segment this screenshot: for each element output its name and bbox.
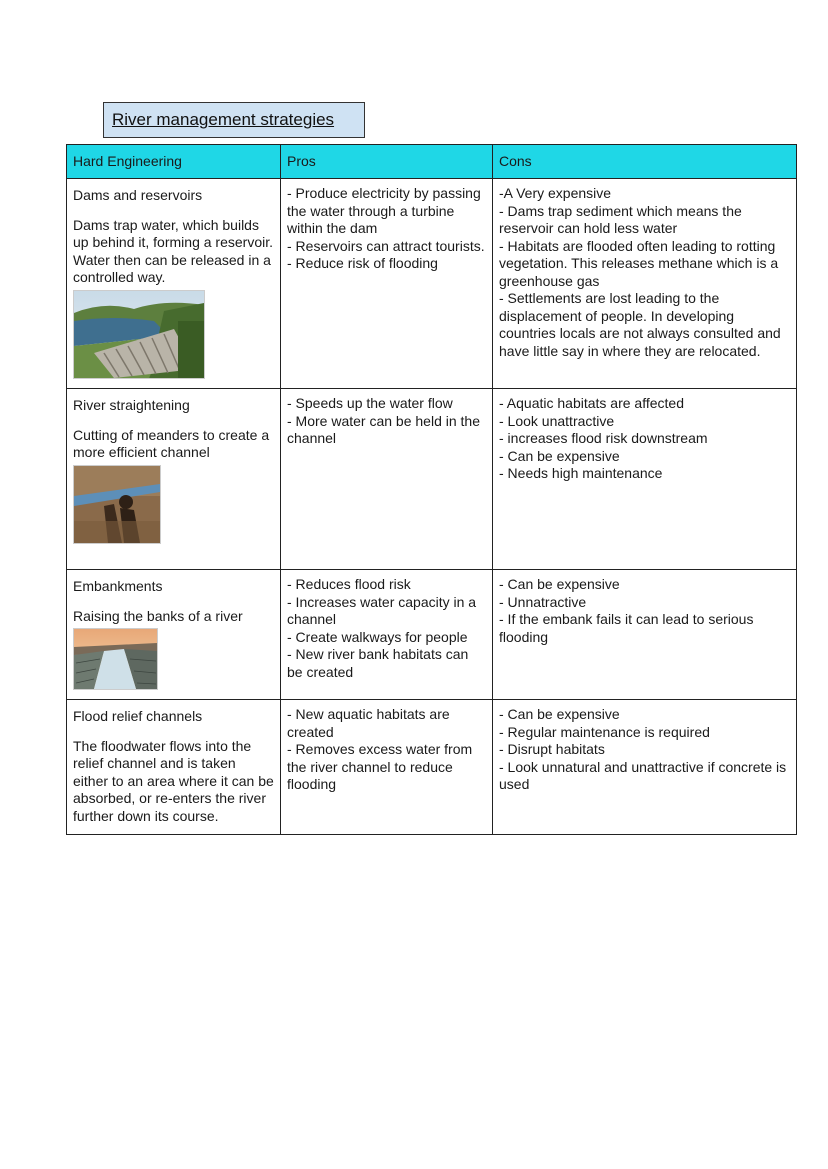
pro-item: - Increases water capacity in a channel (287, 593, 477, 627)
strategy-cell (67, 389, 281, 570)
table-row (67, 179, 797, 389)
con-item: - Settlements are lost leading to the displacement of people. In developing countries locals are not always consulted and have little say in where they are relocated. (499, 290, 781, 359)
pros-cell (281, 570, 493, 700)
cons-cell (493, 179, 797, 389)
strategy-description: Dams trap water, which builds up behind it, forming a reservoir. Water then can be released in a controlled way. (73, 216, 273, 285)
strategy-cell (67, 179, 281, 389)
strategy-description: The floodwater flows into the relief channel and is taken either to an area where it can be absorbed, or re-enters the river further down its course. (73, 737, 274, 824)
pros-cell (281, 389, 493, 570)
pro-item: - Removes excess water from the river channel to reduce flooding (287, 741, 473, 792)
table-header-row (67, 145, 797, 179)
strategy-name: Embankments (73, 578, 163, 594)
pro-item: - Produce electricity by passing the water through a turbine within the dam (287, 185, 481, 236)
pros-cell (281, 179, 493, 389)
pro-item: - New river bank habitats can be created (287, 646, 469, 680)
page-title: River management strategies (112, 110, 335, 129)
embankment-photo (73, 628, 158, 690)
strategy-description: Raising the banks of a river (73, 607, 243, 624)
con-item: - Needs high maintenance (499, 465, 663, 481)
con-item: - Look unattractive (499, 412, 615, 429)
pro-item: - Create walkways for people (287, 628, 468, 645)
header-hard-engineering: Hard Engineering (67, 145, 281, 179)
con-item: - Regular maintenance is required (499, 723, 710, 740)
con-item: - Disrupt habitats (499, 741, 605, 757)
pro-item: - Reduces flood risk (287, 576, 411, 592)
header-pros: Pros (281, 145, 493, 179)
con-item: -A Very expensive (499, 185, 612, 201)
table-row (67, 700, 797, 835)
pro-item: - Reduce risk of flooding (287, 255, 438, 271)
header-cons: Cons (493, 145, 797, 179)
con-item: - Can be expensive (499, 576, 620, 592)
pro-item: - New aquatic habitats are created (287, 706, 450, 740)
con-item: - Aquatic habitats are affected (499, 395, 684, 411)
dam-photo (73, 290, 205, 379)
strategy-description: Cutting of meanders to create a more efficient channel (73, 426, 270, 460)
strategies-table (66, 144, 797, 835)
con-item: - Dams trap sediment which means the reservoir can hold less water (499, 202, 742, 236)
strategy-name: Flood relief channels (73, 708, 203, 724)
con-item: - Habitats are flooded often leading to rotting vegetation. This releases methane which is a greenhouse gas (499, 237, 779, 289)
pro-item: - Reservoirs can attract tourists. (287, 237, 485, 254)
straightened-river-photo (73, 465, 161, 544)
con-item: - Unnatractive (499, 593, 587, 610)
cons-cell (493, 700, 797, 835)
strategy-name: River straightening (73, 397, 190, 413)
con-item: - Look unnatural and unattractive if concrete is used (499, 758, 787, 792)
con-item: - If the embank fails it can lead to serious flooding (499, 611, 754, 645)
con-item: - increases flood risk downstream (499, 430, 708, 446)
pros-cell (281, 700, 493, 835)
cons-cell (493, 570, 797, 700)
pro-item: - More water can be held in the channel (287, 412, 480, 446)
pro-item: - Speeds up the water flow (287, 395, 453, 411)
table-row (67, 389, 797, 570)
strategy-name: Dams and reservoirs (73, 187, 203, 203)
table-row (67, 570, 797, 700)
strategy-cell (67, 700, 281, 835)
con-item: - Can be expensive (499, 447, 620, 464)
title-box (103, 102, 365, 138)
strategy-cell (67, 570, 281, 700)
cons-cell (493, 389, 797, 570)
con-item: - Can be expensive (499, 706, 620, 722)
